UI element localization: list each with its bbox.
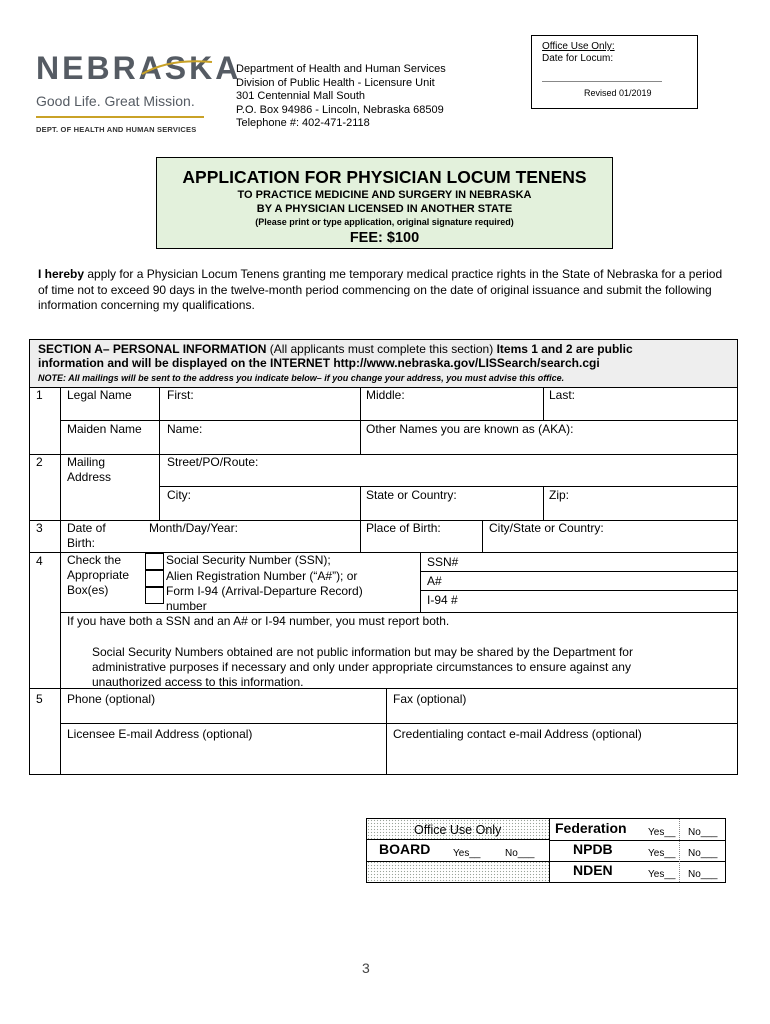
birth-label: Birth:	[67, 536, 96, 550]
revised-date: Revised 01/2019	[584, 88, 652, 98]
city-field[interactable]: City:	[167, 488, 191, 502]
legal-name-label: Legal Name	[67, 388, 132, 402]
grid-line	[159, 454, 160, 520]
grid-line	[360, 520, 361, 552]
maiden-name-field[interactable]: Name:	[167, 422, 203, 436]
alien-number-checkbox[interactable]	[145, 570, 164, 587]
board-no[interactable]: No___	[505, 848, 535, 859]
intro-text: apply for a Physician Locum Tenens granting me temporary medical practice rights in the State of Nebraska for a period of time not to exceed 90 days in the twelve-month period commencing on the date of original issuance and submit the following information concerning my qualifications.	[38, 267, 723, 313]
ssn-field[interactable]: SSN#	[427, 555, 459, 569]
page-number: 3	[362, 960, 370, 976]
grid-line	[60, 420, 737, 421]
section-a-items: Items 1 and 2 are public	[496, 342, 633, 356]
address-line: P.O. Box 94986 - Lincoln, Nebraska 68509	[236, 103, 444, 116]
first-name-field[interactable]: First:	[167, 388, 194, 402]
title-print-note: (Please print or type application, original signature required)	[255, 217, 514, 227]
npdb-yes[interactable]: Yes__	[648, 848, 676, 859]
department-address	[236, 63, 446, 131]
check-boxes-label	[67, 553, 129, 598]
address-label: Address	[67, 470, 112, 484]
item-number-4: 4	[36, 554, 43, 568]
section-a-paren: (All applicants must complete this section)	[266, 342, 497, 356]
nebraska-logo-wordmark: NEBRASKA	[36, 50, 242, 86]
ssn-privacy-notice: Social Security Numbers obtained are not public information but may be shared by the Department for administrative purposes if necessary and only under appropriate circumstances to ensure against any unauthorized access to this information.	[92, 645, 633, 689]
address-line: Department of Health and Human Services	[236, 63, 446, 75]
grid-line	[386, 688, 387, 774]
grid-line	[60, 387, 61, 774]
grid-line	[60, 723, 737, 724]
i94-option-label: Form I-94 (Arrival-Departure Record)	[166, 584, 363, 598]
logo-tagline: Good Life. Great Mission.	[36, 93, 195, 109]
birth-date-field[interactable]: Month/Day/Year:	[149, 521, 238, 535]
grid-line	[482, 520, 483, 552]
ssn-option-label: Social Security Number (SSN);	[166, 553, 331, 567]
application-title: APPLICATION FOR PHYSICIAN LOCUM TENENS	[182, 167, 587, 187]
aka-field[interactable]: Other Names you are known as (AKA):	[366, 422, 574, 436]
federation-yes[interactable]: Yes__	[648, 827, 676, 838]
place-of-birth-label: Place of Birth:	[366, 521, 441, 535]
ssn-checkbox[interactable]	[145, 553, 164, 570]
logo-swoosh-icon	[140, 56, 215, 78]
phone-field[interactable]: Phone (optional)	[67, 692, 156, 706]
date-of-birth-label	[67, 521, 106, 551]
grid-line	[420, 590, 737, 591]
middle-name-field[interactable]: Middle:	[366, 388, 405, 402]
office-use-label: Office Use Only:	[542, 41, 615, 52]
board-label: BOARD	[379, 841, 431, 857]
licensee-email-field[interactable]: Licensee E-mail Address (optional)	[67, 727, 253, 741]
mailing-label: Mailing	[67, 455, 106, 469]
date-line	[542, 81, 662, 82]
grid-line	[543, 387, 544, 420]
fax-field[interactable]: Fax (optional)	[393, 692, 467, 706]
mailing-address-label	[67, 455, 111, 485]
nden-label: NDEN	[573, 862, 613, 878]
office-use-box	[531, 35, 698, 109]
boxes-label: Box(es)	[67, 583, 109, 597]
npdb-no[interactable]: No___	[688, 848, 718, 859]
grid-line	[30, 552, 737, 553]
item-number-2: 2	[36, 455, 43, 469]
federation-no[interactable]: No___	[688, 827, 718, 838]
grid-line	[420, 571, 737, 572]
alien-option-label: Alien Registration Number (“A#”); or	[166, 569, 358, 583]
grid-line	[543, 486, 544, 520]
intro-bold: I hereby	[38, 267, 85, 281]
office-use-bottom-label: Office Use Only	[414, 823, 502, 837]
a-number-field[interactable]: A#	[427, 574, 442, 588]
application-title-box	[156, 157, 613, 249]
section-a-note: NOTE: All mailings will be sent to the address you indicate below– if you change your address, you must advise this office.	[38, 373, 565, 383]
grid-line	[30, 454, 737, 455]
board-yes[interactable]: Yes__	[453, 848, 481, 859]
grid-line	[360, 486, 361, 520]
title-subline-1: TO PRACTICE MEDICINE AND SURGERY IN NEBRASKA	[237, 189, 532, 201]
intro-paragraph	[38, 267, 728, 314]
npdb-label: NPDB	[573, 841, 613, 857]
office-use-bottom-box	[366, 818, 726, 883]
zip-field[interactable]: Zip:	[549, 488, 570, 502]
section-a-table	[29, 339, 738, 775]
section-a-internet: information and will be displayed on the INTERNET http://www.nebraska.gov/LISSearch/search.cgi	[38, 356, 600, 370]
title-subline-2: BY A PHYSICIAN LICENSED IN ANOTHER STATE	[256, 203, 513, 215]
item-number-3: 3	[36, 521, 43, 535]
grid-line	[60, 612, 737, 613]
appropriate-label: Appropriate	[67, 568, 130, 582]
street-field[interactable]: Street/PO/Route:	[167, 455, 259, 469]
credentialing-email-field[interactable]: Credentialing contact e-mail Address (optional)	[393, 727, 642, 741]
address-line: Telephone #: 402-471-2118	[236, 117, 370, 130]
fee-label: FEE: $100	[349, 230, 420, 246]
check-the-label: Check the	[67, 553, 122, 567]
logo-divider	[36, 116, 204, 118]
address-line: Division of Public Health - Licensure Unit	[236, 76, 435, 89]
nden-no[interactable]: No___	[688, 869, 718, 880]
birth-location-field[interactable]: City/State or Country:	[489, 521, 604, 535]
grid-line	[159, 486, 737, 487]
grid-line	[420, 552, 421, 612]
logo-department: DEPT. OF HEALTH AND HUMAN SERVICES	[36, 125, 197, 134]
section-a-title: SECTION A– PERSONAL INFORMATION	[38, 342, 267, 356]
maiden-name-label: Maiden Name	[67, 422, 142, 436]
federation-label: Federation	[555, 820, 627, 836]
i94-checkbox[interactable]	[145, 587, 164, 604]
date-for-locum-label: Date for Locum:	[542, 53, 614, 64]
address-line: 301 Centennial Mall South	[236, 90, 366, 103]
item-number-1: 1	[36, 388, 43, 402]
date-of-label: Date of	[67, 521, 106, 535]
state-field[interactable]: State or Country:	[366, 488, 457, 502]
i94-option-label-2: number	[166, 599, 207, 613]
last-name-field[interactable]: Last:	[549, 388, 576, 402]
section-a-header	[30, 340, 737, 388]
i94-field[interactable]: I-94 #	[427, 593, 458, 607]
nden-yes[interactable]: Yes__	[648, 869, 676, 880]
item-number-5: 5	[36, 692, 43, 706]
both-numbers-note: If you have both a SSN and an A# or I-94 number, you must report both.	[67, 614, 450, 628]
